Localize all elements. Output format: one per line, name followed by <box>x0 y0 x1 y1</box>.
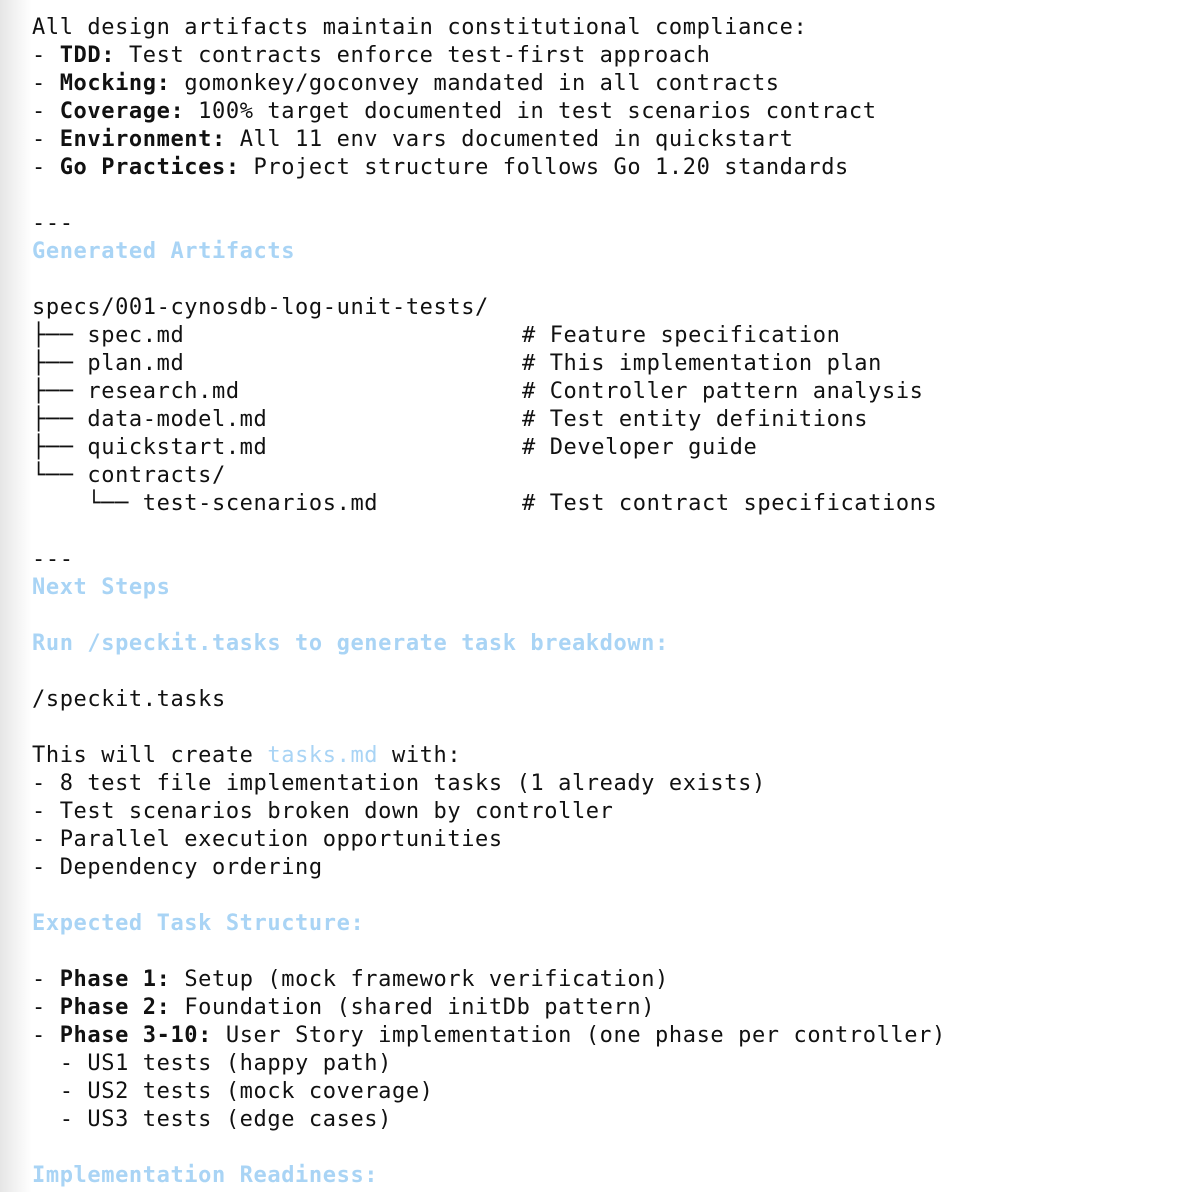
list-item: - 8 test file implementation tasks (1 already exists) <box>32 771 766 796</box>
tree-path: ├── data-model.md <box>32 407 268 432</box>
compliance-label: TDD: <box>59 43 116 68</box>
phase-item: - Phase 3-10: User Story implementation (one phase per controller) <box>32 1023 946 1048</box>
compliance-item-tdd: - TDD: Test contracts enforce test-first approach <box>32 43 711 68</box>
phase-text: Foundation (shared initDb pattern) <box>170 995 656 1020</box>
tree-path: └── test-scenarios.md <box>32 491 379 516</box>
tree-row <box>32 350 1192 378</box>
readiness-heading: Implementation Readiness: <box>32 1163 379 1188</box>
tree-path: ├── research.md <box>32 379 240 404</box>
artifacts-heading: Generated Artifacts <box>32 239 296 264</box>
phase-text: Setup (mock framework verification) <box>170 967 669 992</box>
create-line <box>32 742 1192 770</box>
phase-subitem: - US3 tests (edge cases) <box>32 1107 392 1132</box>
tree-comment: # Controller pattern analysis <box>522 379 924 404</box>
phase-text: User Story implementation (one phase per controller) <box>212 1023 946 1048</box>
tree-comment: # Feature specification <box>522 323 841 348</box>
tree-path: └── contracts/ <box>32 463 226 488</box>
tree-row <box>32 434 1192 462</box>
tree-row <box>32 490 1192 518</box>
compliance-text: Project structure follows Go 1.20 standards <box>239 155 849 180</box>
command-line[interactable]: /speckit.tasks <box>32 687 226 712</box>
window-edge-shadow <box>0 0 32 1192</box>
compliance-item-coverage: - Coverage: 100% target documented in test scenarios contract <box>32 99 877 124</box>
list-item: - Dependency ordering <box>32 855 323 880</box>
phase-item: - Phase 2: Foundation (shared initDb pattern) <box>32 995 656 1020</box>
separator: --- <box>32 547 74 572</box>
compliance-item-environment: - Environment: All 11 env vars documented in quickstart <box>32 127 794 152</box>
phase-subitem: - US1 tests (happy path) <box>32 1051 392 1076</box>
tree-row <box>32 462 1192 490</box>
artifacts-root-path: specs/001-cynosdb-log-unit-tests/ <box>32 295 489 320</box>
tree-row <box>32 322 1192 350</box>
tree-comment: # Test contract specifications <box>522 491 938 516</box>
compliance-item-mocking: - Mocking: gomonkey/goconvey mandated in all contracts <box>32 71 780 96</box>
tree-path: ├── quickstart.md <box>32 435 268 460</box>
compliance-label: Environment: <box>59 127 226 152</box>
phase-label: Phase 1: <box>59 967 171 992</box>
compliance-text: All 11 env vars documented in quickstart <box>225 127 794 152</box>
next-steps-heading: Next Steps <box>32 575 171 600</box>
tree-path: ├── spec.md <box>32 323 185 348</box>
tree-path: ├── plan.md <box>32 351 185 376</box>
structure-heading: Expected Task Structure: <box>32 911 365 936</box>
tree-comment: # Developer guide <box>522 435 758 460</box>
separator: --- <box>32 211 74 236</box>
compliance-label: Mocking: <box>59 71 171 96</box>
create-prefix: This will create <box>32 743 268 768</box>
compliance-text: gomonkey/goconvey mandated in all contracts <box>170 71 780 96</box>
phase-subitem: - US2 tests (mock coverage) <box>32 1079 434 1104</box>
tree-row <box>32 406 1192 434</box>
compliance-item-go-practices: - Go Practices: Project structure follows Go 1.20 standards <box>32 155 849 180</box>
phase-item: - Phase 1: Setup (mock framework verification) <box>32 967 669 992</box>
tree-row <box>32 378 1192 406</box>
list-item: - Test scenarios broken down by controller <box>32 799 614 824</box>
compliance-text: Test contracts enforce test-first approach <box>115 43 711 68</box>
compliance-intro: All design artifacts maintain constitutional compliance: <box>32 15 808 40</box>
compliance-label: Go Practices: <box>59 155 240 180</box>
phase-label: Phase 3-10: <box>59 1023 212 1048</box>
create-suffix: with: <box>378 743 462 768</box>
list-item: - Parallel execution opportunities <box>32 827 503 852</box>
compliance-label: Coverage: <box>59 99 185 124</box>
tasks-file-link[interactable]: tasks.md <box>267 743 379 768</box>
phase-label: Phase 2: <box>59 995 171 1020</box>
next-steps-run-line: Run /speckit.tasks to generate task breakdown: <box>32 631 669 656</box>
tree-comment: # Test entity definitions <box>522 407 869 432</box>
compliance-text: 100% target documented in test scenarios contract <box>184 99 877 124</box>
terminal-output <box>32 14 1192 1190</box>
tree-comment: # This implementation plan <box>522 351 882 376</box>
